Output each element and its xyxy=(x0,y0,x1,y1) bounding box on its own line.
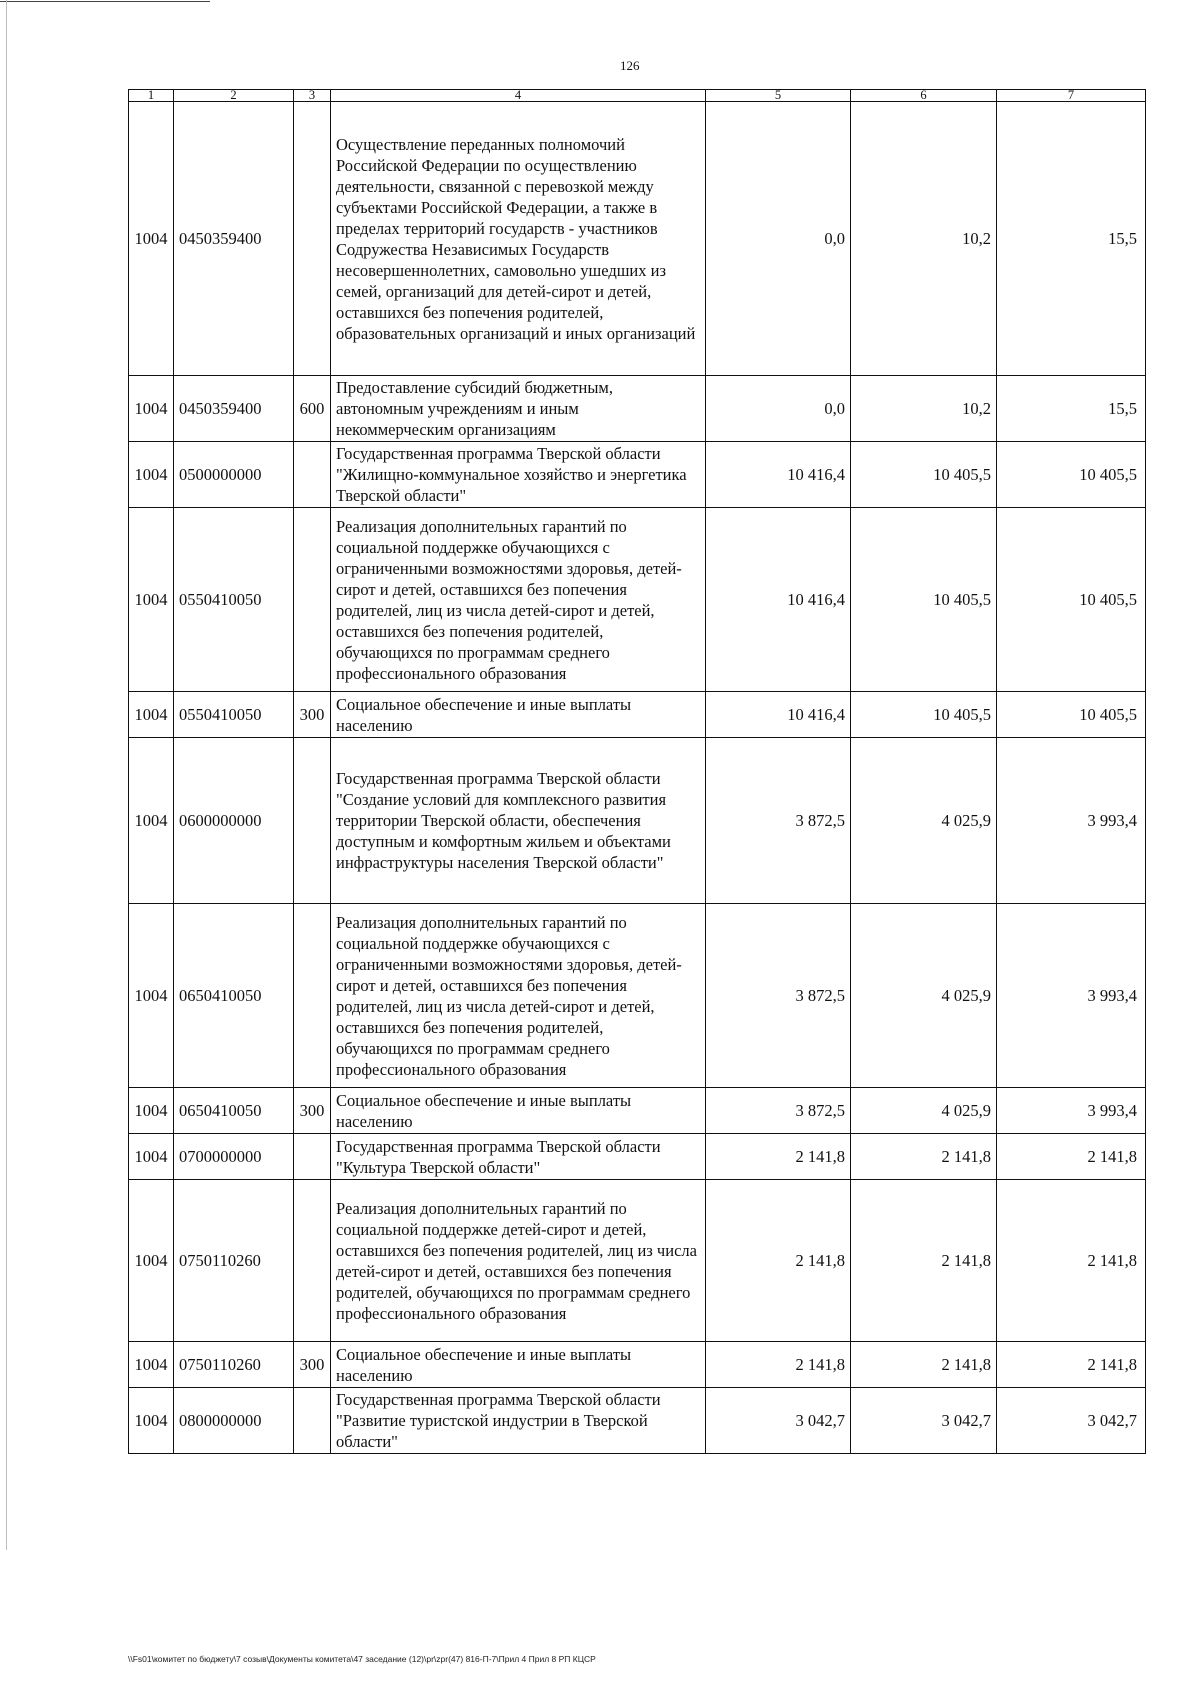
section-code-cell: 1004 xyxy=(129,102,174,376)
section-code-cell: 1004 xyxy=(129,1388,174,1454)
target-article-cell: 0650410050 xyxy=(174,904,294,1088)
amount-col-5-cell: 3 872,5 xyxy=(706,738,851,904)
target-article-cell: 0450359400 xyxy=(174,376,294,442)
section-code-cell: 1004 xyxy=(129,442,174,508)
target-article-cell: 0700000000 xyxy=(174,1134,294,1180)
section-code-cell: 1004 xyxy=(129,1180,174,1342)
amount-col-5-cell: 0,0 xyxy=(706,102,851,376)
target-article-cell: 0650410050 xyxy=(174,1088,294,1134)
amount-col-5-cell: 10 416,4 xyxy=(706,508,851,692)
target-article-cell: 0500000000 xyxy=(174,442,294,508)
amount-col-7-cell: 2 141,8 xyxy=(997,1134,1146,1180)
section-code-cell: 1004 xyxy=(129,904,174,1088)
header-col-1: 1 xyxy=(129,90,174,102)
amount-col-6-cell: 4 025,9 xyxy=(851,1088,997,1134)
expense-type-cell xyxy=(294,1180,331,1342)
expense-type-cell: 300 xyxy=(294,692,331,738)
item-name-cell: Социальное обеспечение и иные выплаты населению xyxy=(331,1342,706,1388)
amount-col-7-cell: 3 993,4 xyxy=(997,1088,1146,1134)
amount-col-7-cell: 2 141,8 xyxy=(997,1180,1146,1342)
amount-col-5-cell: 2 141,8 xyxy=(706,1342,851,1388)
amount-col-6-cell: 2 141,8 xyxy=(851,1134,997,1180)
expense-type-cell xyxy=(294,1134,331,1180)
table-row xyxy=(129,1134,1146,1180)
amount-col-6-cell: 4 025,9 xyxy=(851,904,997,1088)
table-row xyxy=(129,1388,1146,1454)
amount-col-5-cell: 2 141,8 xyxy=(706,1134,851,1180)
expense-type-cell xyxy=(294,442,331,508)
table-row xyxy=(129,1180,1146,1342)
amount-col-7-cell: 3 042,7 xyxy=(997,1388,1146,1454)
section-code-cell: 1004 xyxy=(129,738,174,904)
amount-col-6-cell: 10 405,5 xyxy=(851,508,997,692)
table-row xyxy=(129,102,1146,376)
header-col-2: 2 xyxy=(174,90,294,102)
amount-col-5-cell: 10 416,4 xyxy=(706,442,851,508)
table-row xyxy=(129,1342,1146,1388)
amount-col-6-cell: 10,2 xyxy=(851,102,997,376)
header-col-7: 7 xyxy=(997,90,1146,102)
header-col-6: 6 xyxy=(851,90,997,102)
expense-type-cell xyxy=(294,1388,331,1454)
table-row xyxy=(129,904,1146,1088)
amount-col-6-cell: 10 405,5 xyxy=(851,442,997,508)
target-article-cell: 0750110260 xyxy=(174,1180,294,1342)
target-article-cell: 0550410050 xyxy=(174,692,294,738)
amount-col-7-cell: 10 405,5 xyxy=(997,692,1146,738)
page-number: 126 xyxy=(620,58,640,73)
amount-col-5-cell: 3 872,5 xyxy=(706,1088,851,1134)
table-row xyxy=(129,376,1146,442)
table-row xyxy=(129,692,1146,738)
header-col-4: 4 xyxy=(331,90,706,102)
amount-col-6-cell: 10,2 xyxy=(851,376,997,442)
file-path-footer: \\Fs01\комитет по бюджету\7 созыв\Документы комитета\47 заседание (12)\pr\zpr(47) 816-П-7\Прил 4 Прил 8 РП КЦСР xyxy=(128,1654,596,1664)
amount-col-7-cell: 10 405,5 xyxy=(997,508,1146,692)
header-col-5: 5 xyxy=(706,90,851,102)
item-name-cell: Реализация дополнительных гарантий по социальной поддержке обучающихся с ограниченными возможностями здоровья, детей-сирот и детей, оставшихся без попечения родителей, лиц из числа детей-сирот и детей, оставшихся без попечения родителей, обучающихся по программам среднего профессионального образования xyxy=(331,508,706,692)
target-article-cell: 0550410050 xyxy=(174,508,294,692)
table-row xyxy=(129,442,1146,508)
item-name-cell: Государственная программа Тверской области "Создание условий для комплексного развития территории Тверской области, обеспечения доступным и комфортным жильем и объектами инфраструктуры населения Тверской области" xyxy=(331,738,706,904)
target-article-cell: 0600000000 xyxy=(174,738,294,904)
amount-col-7-cell: 10 405,5 xyxy=(997,442,1146,508)
scan-edge-top xyxy=(0,1,210,2)
amount-col-5-cell: 0,0 xyxy=(706,376,851,442)
expense-type-cell: 600 xyxy=(294,376,331,442)
target-article-cell: 0800000000 xyxy=(174,1388,294,1454)
expense-type-cell xyxy=(294,508,331,692)
amount-col-7-cell: 2 141,8 xyxy=(997,1342,1146,1388)
expense-type-cell xyxy=(294,102,331,376)
column-number-header xyxy=(129,90,1146,102)
target-article-cell: 0750110260 xyxy=(174,1342,294,1388)
expense-type-cell: 300 xyxy=(294,1342,331,1388)
section-code-cell: 1004 xyxy=(129,1134,174,1180)
budget-table xyxy=(128,89,1146,1454)
amount-col-7-cell: 15,5 xyxy=(997,376,1146,442)
table-row xyxy=(129,738,1146,904)
amount-col-6-cell: 3 042,7 xyxy=(851,1388,997,1454)
item-name-cell: Государственная программа Тверской области "Культура Тверской области" xyxy=(331,1134,706,1180)
target-article-cell: 0450359400 xyxy=(174,102,294,376)
item-name-cell: Социальное обеспечение и иные выплаты населению xyxy=(331,1088,706,1134)
amount-col-5-cell: 3 872,5 xyxy=(706,904,851,1088)
item-name-cell: Реализация дополнительных гарантий по социальной поддержке детей-сирот и детей, оставшихся без попечения родителей, лиц из числа детей-сирот и детей, оставшихся без попечения родителей, обучающихся по программам среднего профессионального образования xyxy=(331,1180,706,1342)
amount-col-7-cell: 3 993,4 xyxy=(997,738,1146,904)
section-code-cell: 1004 xyxy=(129,376,174,442)
expense-type-cell xyxy=(294,738,331,904)
amount-col-7-cell: 15,5 xyxy=(997,102,1146,376)
expense-type-cell: 300 xyxy=(294,1088,331,1134)
item-name-cell: Предоставление субсидий бюджетным, автономным учреждениям и иным некоммерческим организациям xyxy=(331,376,706,442)
item-name-cell: Государственная программа Тверской области "Жилищно-коммунальное хозяйство и энергетика Тверской области" xyxy=(331,442,706,508)
table-row xyxy=(129,508,1146,692)
item-name-cell: Осуществление переданных полномочий Российской Федерации по осуществлению деятельности, связанной с перевозкой между субъектами Российской Федерации, а также в пределах территорий государств - участников Содружества Независимых Государств несовершеннолетних, самовольно ушедших из семей, организаций для детей-сирот и детей, оставшихся без попечения родителей, образовательных организаций и иных организаций xyxy=(331,102,706,376)
section-code-cell: 1004 xyxy=(129,1342,174,1388)
amount-col-5-cell: 10 416,4 xyxy=(706,692,851,738)
section-code-cell: 1004 xyxy=(129,508,174,692)
header-col-3: 3 xyxy=(294,90,331,102)
amount-col-6-cell: 4 025,9 xyxy=(851,738,997,904)
item-name-cell: Реализация дополнительных гарантий по социальной поддержке обучающихся с ограниченными возможностями здоровья, детей-сирот и детей, оставшихся без попечения родителей, лиц из числа детей-сирот и детей, оставшихся без попечения родителей, обучающихся по программам среднего профессионального образования xyxy=(331,904,706,1088)
amount-col-7-cell: 3 993,4 xyxy=(997,904,1146,1088)
amount-col-6-cell: 10 405,5 xyxy=(851,692,997,738)
expense-type-cell xyxy=(294,904,331,1088)
item-name-cell: Социальное обеспечение и иные выплаты населению xyxy=(331,692,706,738)
scan-edge-left xyxy=(6,0,7,1550)
amount-col-6-cell: 2 141,8 xyxy=(851,1342,997,1388)
table-row xyxy=(129,1088,1146,1134)
amount-col-5-cell: 3 042,7 xyxy=(706,1388,851,1454)
section-code-cell: 1004 xyxy=(129,692,174,738)
section-code-cell: 1004 xyxy=(129,1088,174,1134)
item-name-cell: Государственная программа Тверской области "Развитие туристской индустрии в Тверской области" xyxy=(331,1388,706,1454)
amount-col-5-cell: 2 141,8 xyxy=(706,1180,851,1342)
amount-col-6-cell: 2 141,8 xyxy=(851,1180,997,1342)
